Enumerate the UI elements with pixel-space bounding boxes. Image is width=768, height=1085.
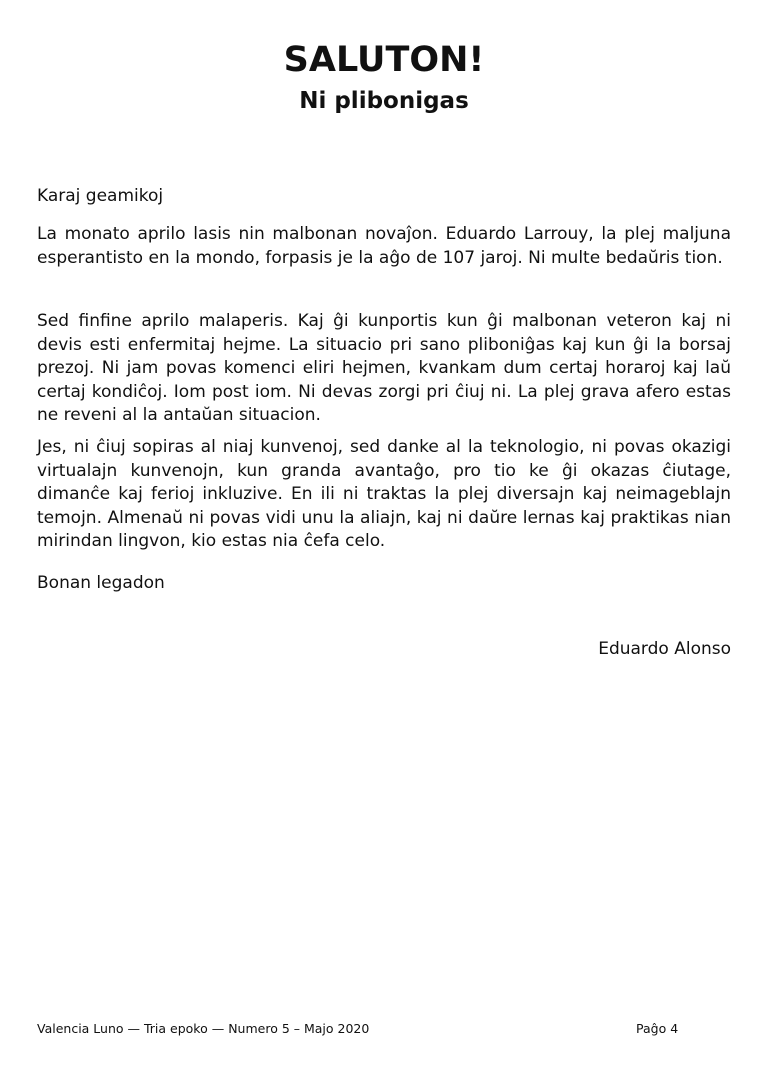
letter-signature: Eduardo Alonso <box>598 639 731 659</box>
letter-paragraph: Sed finfine aprilo malaperis. Kaj ĝi kunportis kun ĝi malbonan veteron kaj ni devis esti enfermitaj hejme. La situacio pri sano pliboniĝas kaj kun ĝi la borsaj prezoj. Ni jam povas komenci eliri hejmen, kvankam dum certaj horaroj kaj laŭ certaj kondiĉoj. Iom post iom. Ni devas zorgi pri ĉiuj ni. La plej grava afero estas ne reveni al la antaŭan situacion. <box>37 311 731 425</box>
page-subtitle: Ni plibonigas <box>299 88 469 114</box>
footer-page-number: Paĝo 4 <box>636 1021 679 1036</box>
footer-publication-info: Valencia Luno — Tria epoko — Numero 5 – Majo 2020 <box>37 1021 370 1036</box>
letter-closing: Bonan legadon <box>37 573 165 593</box>
letter-paragraph: La monato aprilo lasis nin malbonan novaĵon. Eduardo Larrouy, la plej maljuna esperantisto en la mondo, forpasis je la aĝo de 107 jaroj. Ni multe bedaŭris tion. <box>37 224 731 268</box>
letter-greeting: Karaj geamikoj <box>37 186 164 206</box>
page-title: SALUTON! <box>283 40 485 80</box>
letter-paragraph: Jes, ni ĉiuj sopiras al niaj kunvenoj, sed danke al la teknologio, ni povas okazigi virtualajn kunvenojn, kun granda avantaĝo, pro tio ke ĝi okazas ĉiutage, dimanĉe kaj ferioj inkluzive. En ili ni traktas la plej diversajn kaj neimageblajn temojn. Almenaŭ ni povas vidi unu la aliajn, kaj ni daŭre lernas kaj praktikas nian mirindan lingvon, kio estas nia ĉefa celo. <box>37 437 731 551</box>
